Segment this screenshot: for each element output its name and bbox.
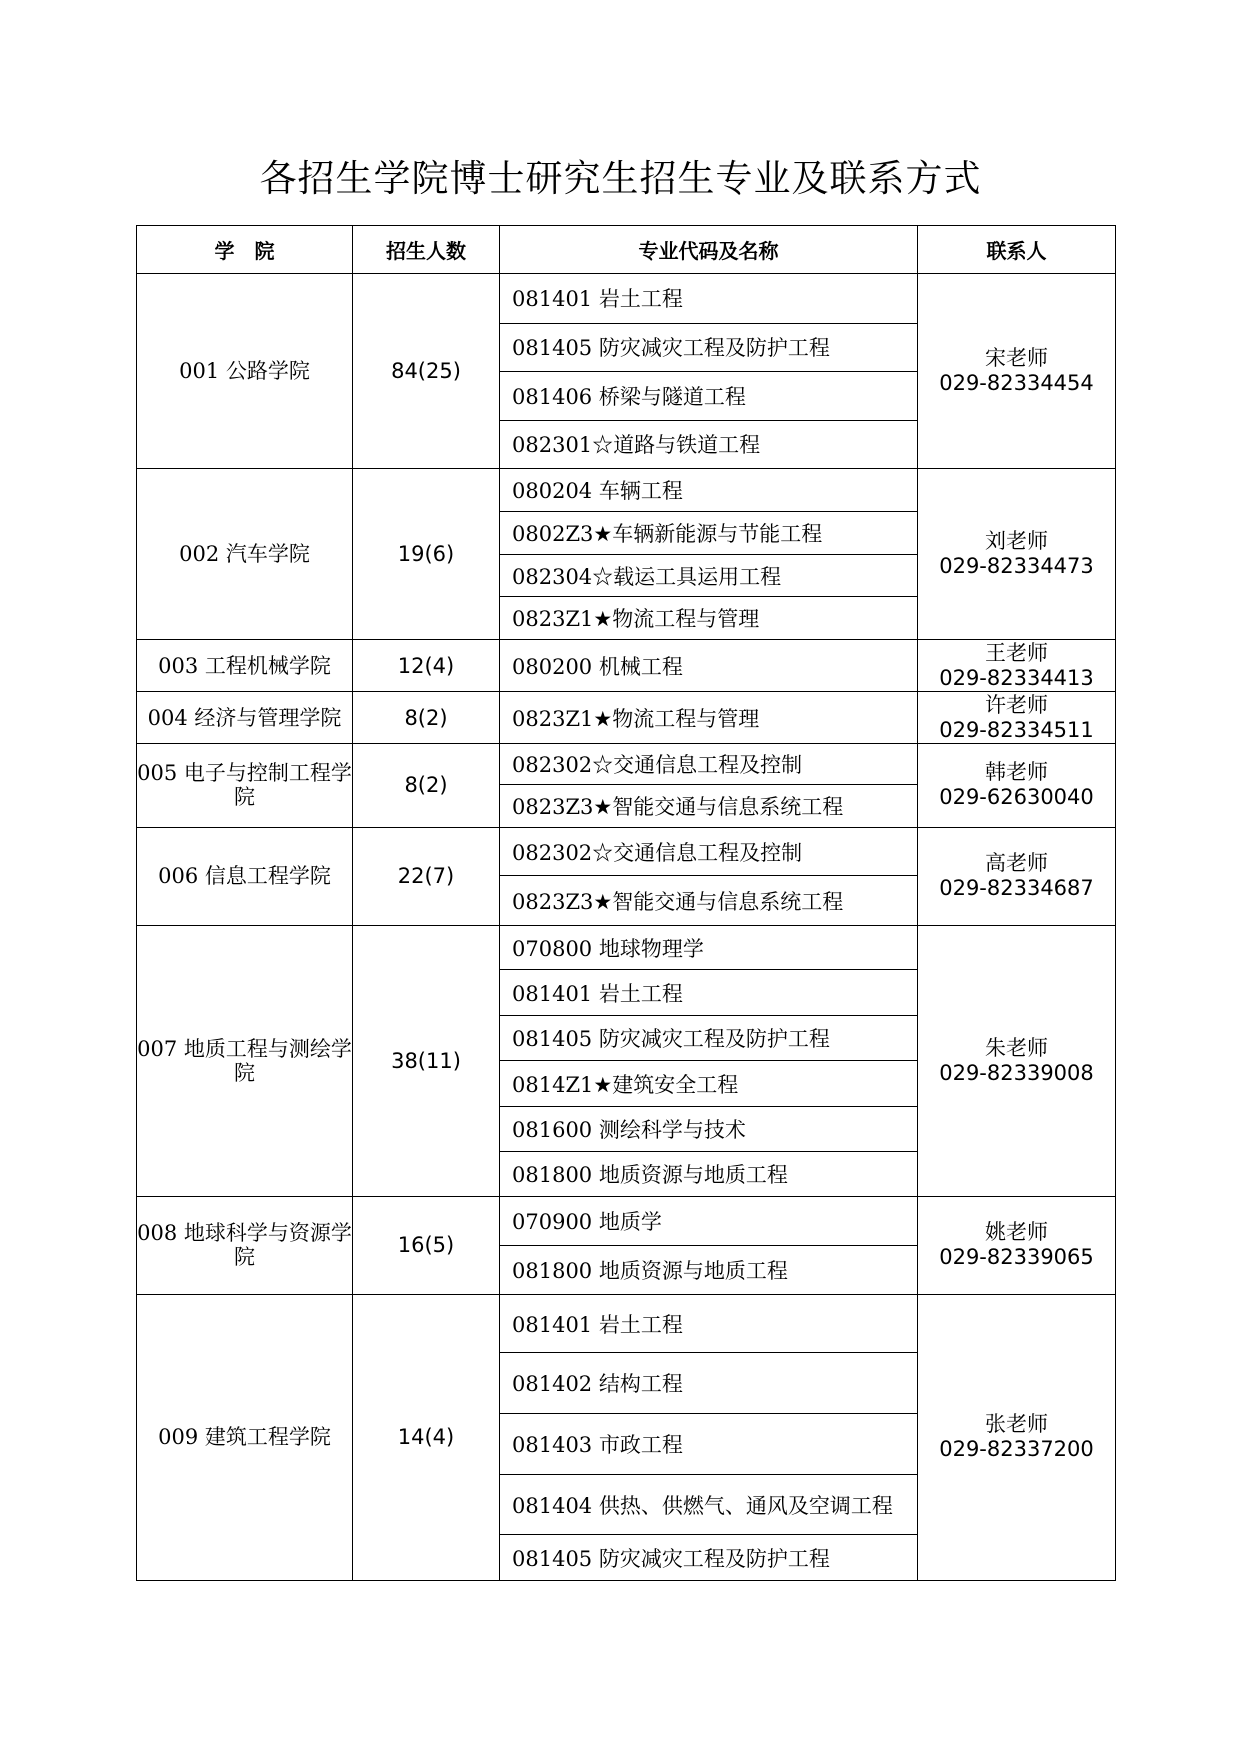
contact-name: 王老师 (985, 640, 1048, 665)
major-cell: 0823Z3★智能交通与信息系统工程 (500, 785, 918, 827)
count-cell: 8(2) (353, 743, 500, 827)
count-cell: 22(7) (353, 827, 500, 925)
table-row (137, 692, 1116, 744)
contact-cell (918, 1294, 1116, 1580)
count-cell: 16(5) (353, 1196, 500, 1294)
college-cell: 001 公路学院 (137, 274, 353, 469)
contact-phone: 029-82334511 (939, 717, 1094, 742)
contact-phone: 029-82334454 (939, 371, 1094, 396)
college-cell: 003 工程机械学院 (137, 639, 353, 692)
contact-phone: 029-82337200 (939, 1437, 1094, 1462)
header-contact: 联系人 (918, 226, 1116, 274)
college-cell: 007 地质工程与测绘学院 (137, 925, 353, 1196)
header-college: 学 院 (137, 226, 353, 274)
major-cell: 081401 岩土工程 (500, 1294, 918, 1353)
major-cell: 082304☆载运工具运用工程 (500, 554, 918, 596)
contact-name: 张老师 (985, 1412, 1048, 1437)
major-cell: 0802Z3★车辆新能源与节能工程 (500, 511, 918, 554)
contact-phone: 029-82339065 (939, 1245, 1094, 1270)
table-row (137, 925, 1116, 969)
major-cell: 0823Z1★物流工程与管理 (500, 692, 918, 744)
major-cell: 0823Z1★物流工程与管理 (500, 597, 918, 639)
contact-name: 刘老师 (985, 528, 1048, 553)
major-cell: 082302☆交通信息工程及控制 (500, 827, 918, 876)
major-cell: 081405 防灾减灾工程及防护工程 (500, 1535, 918, 1581)
table-row (137, 639, 1116, 692)
table-row (137, 274, 1116, 324)
contact-phone: 029-62630040 (939, 785, 1094, 810)
table-row (137, 827, 1116, 876)
table-row (137, 743, 1116, 784)
contact-cell (918, 827, 1116, 925)
major-cell: 0823Z3★智能交通与信息系统工程 (500, 876, 918, 926)
count-cell: 19(6) (353, 469, 500, 640)
page-title: 各招生学院博士研究生招生专业及联系方式 (259, 157, 982, 200)
college-cell: 006 信息工程学院 (137, 827, 353, 925)
contact-cell (918, 743, 1116, 827)
contact-cell (918, 1196, 1116, 1294)
contact-name: 许老师 (985, 692, 1048, 717)
major-cell: 070800 地球物理学 (500, 925, 918, 969)
major-cell: 081405 防灾减灾工程及防护工程 (500, 1015, 918, 1060)
count-cell: 8(2) (353, 692, 500, 744)
count-cell: 84(25) (353, 274, 500, 469)
major-cell: 070900 地质学 (500, 1196, 918, 1246)
contact-cell (918, 639, 1116, 692)
contact-cell (918, 692, 1116, 744)
contact-cell (918, 925, 1116, 1196)
major-cell: 080200 机械工程 (500, 639, 918, 692)
table-row (137, 469, 1116, 511)
header-major: 专业代码及名称 (500, 226, 918, 274)
major-cell: 081403 市政工程 (500, 1414, 918, 1475)
major-cell: 081406 桥梁与隧道工程 (500, 372, 918, 421)
contact-phone: 029-82339008 (939, 1060, 1094, 1085)
contact-phone: 029-82334687 (939, 876, 1094, 901)
table-row (137, 1196, 1116, 1246)
major-cell: 081402 结构工程 (500, 1353, 918, 1414)
college-cell: 008 地球科学与资源学院 (137, 1196, 353, 1294)
count-cell: 38(11) (353, 925, 500, 1196)
contact-cell (918, 469, 1116, 640)
count-cell: 14(4) (353, 1294, 500, 1580)
contact-name: 姚老师 (985, 1220, 1048, 1245)
contact-cell (918, 274, 1116, 469)
contact-name: 韩老师 (985, 760, 1048, 785)
college-cell: 004 经济与管理学院 (137, 692, 353, 744)
table-body (137, 274, 1116, 1581)
college-cell: 002 汽车学院 (137, 469, 353, 640)
count-cell: 12(4) (353, 639, 500, 692)
major-cell: 081600 测绘科学与技术 (500, 1106, 918, 1151)
major-cell: 081404 供热、供燃气、通风及空调工程 (500, 1474, 918, 1535)
table-header-row (137, 226, 1116, 274)
college-cell: 009 建筑工程学院 (137, 1294, 353, 1580)
major-cell: 080204 车辆工程 (500, 469, 918, 511)
table-row (137, 1294, 1116, 1353)
major-cell: 082302☆交通信息工程及控制 (500, 743, 918, 784)
college-cell: 005 电子与控制工程学院 (137, 743, 353, 827)
major-cell: 081800 地质资源与地质工程 (500, 1246, 918, 1295)
major-cell: 081405 防灾减灾工程及防护工程 (500, 323, 918, 372)
major-cell: 081401 岩土工程 (500, 274, 918, 324)
major-cell: 082301☆道路与铁道工程 (500, 420, 918, 469)
header-count: 招生人数 (353, 226, 500, 274)
contact-name: 宋老师 (985, 346, 1048, 371)
contact-name: 朱老师 (985, 1035, 1048, 1060)
major-cell: 081401 岩土工程 (500, 970, 918, 1015)
contact-name: 高老师 (985, 851, 1048, 876)
major-cell: 081800 地质资源与地质工程 (500, 1152, 918, 1196)
admissions-table (136, 225, 1116, 1581)
contact-phone: 029-82334413 (939, 665, 1094, 690)
major-cell: 0814Z1★建筑安全工程 (500, 1061, 918, 1106)
contact-phone: 029-82334473 (939, 553, 1094, 578)
